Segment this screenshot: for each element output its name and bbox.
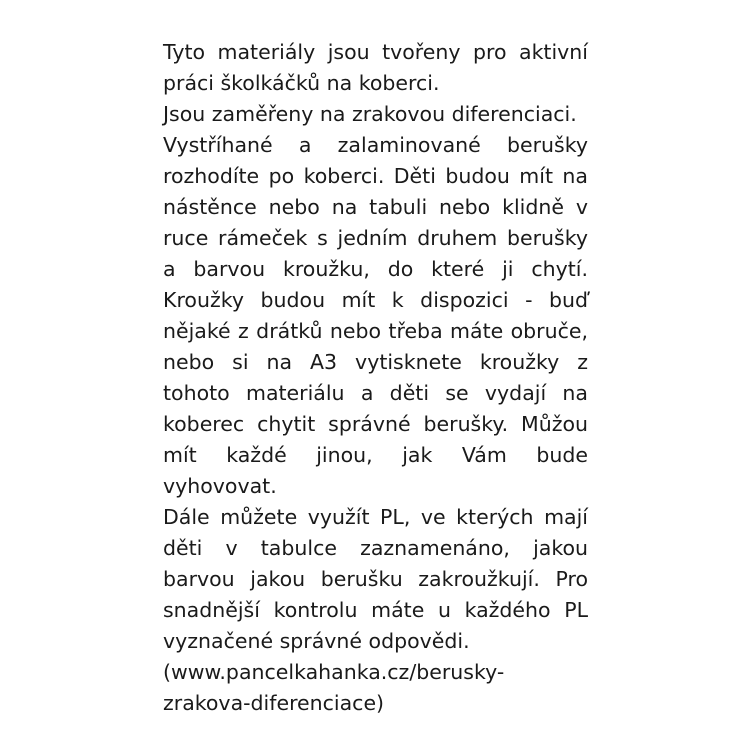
document-page xyxy=(163,37,588,719)
worksheet-paragraph: Dále můžete využít PL, ve kterých mají děti v tabulce zaznamenáno, jakou barvou jakou berušku zakroužkují. Pro snadnější kontrolu máte u každého PL vyznačené správné odpovědi. xyxy=(163,505,588,653)
intro-paragraph: Tyto materiály jsou tvořeny pro aktivní práci školkáčků na koberci. xyxy=(163,40,588,95)
instructions-paragraph: Vystříhané a zalaminované berušky rozhodíte po koberci. Děti budou mít na nástěnce nebo na tabuli nebo klidně v ruce rámeček s jedním druhem berušky a barvou kroužku, do které ji chytí. Kroužky budou mít k dispozici - buď nějaké z drátků nebo třeba máte obruče, nebo si na A3 vytisknete kroužky z tohoto materiálu a děti se vydají na koberec chytit správné berušky. Můžou mít každé jinou, jak Vám bude vyhovovat. xyxy=(163,133,588,498)
focus-paragraph: Jsou zaměřeny na zrakovou diferenciaci. xyxy=(163,102,577,126)
source-url: (www.pancelkahanka.cz/berusky-zrakova-diferenciace) xyxy=(163,660,505,715)
